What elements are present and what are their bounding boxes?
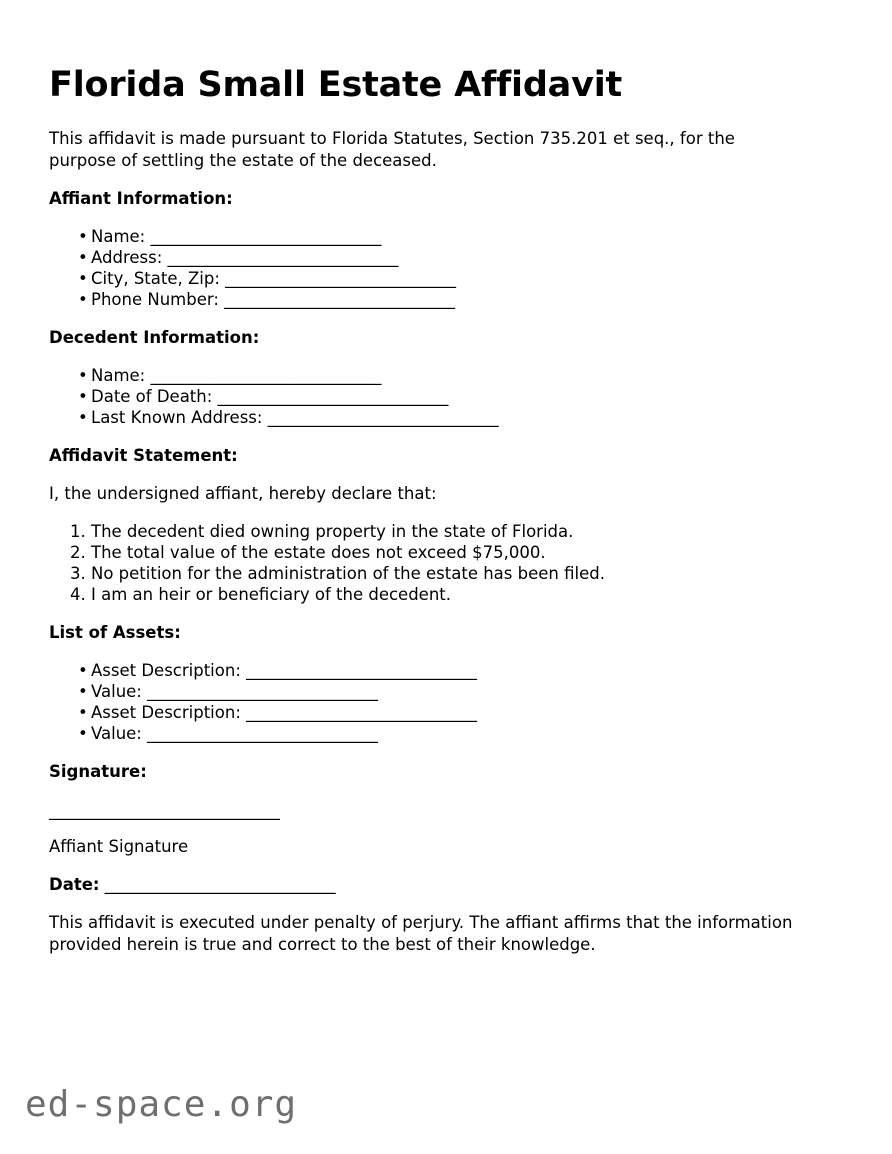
- list-item: [49, 723, 477, 744]
- decedent-information-heading: Decedent Information:: [49, 328, 260, 347]
- list-item: The total value of the estate does not exceed $75,000.: [91, 543, 546, 562]
- decedent-information-list: [49, 365, 498, 428]
- list-item: [49, 365, 498, 386]
- field-label: Address:: [91, 248, 163, 267]
- date-label: Date:: [49, 875, 100, 894]
- list-item: No petition for the administration of the estate has been filed.: [91, 564, 605, 583]
- field-blank[interactable]: _____________________________: [150, 227, 382, 246]
- affidavit-statement-lead: I, the undersigned affiant, hereby declare that:: [49, 484, 437, 503]
- affiant-information-heading: Affiant Information:: [49, 189, 233, 208]
- page-title: Florida Small Estate Affidavit: [49, 65, 623, 105]
- list-item: [49, 660, 477, 681]
- field-label: Value:: [91, 724, 142, 743]
- signature-heading: Signature:: [49, 762, 147, 781]
- list-item: [49, 268, 456, 289]
- field-blank[interactable]: _____________________________: [217, 387, 449, 406]
- field-label: Phone Number:: [91, 290, 219, 309]
- signature-line[interactable]: _____________________________: [49, 801, 280, 820]
- field-blank[interactable]: _____________________________: [150, 366, 382, 385]
- list-item: I am an heir or beneficiary of the decedent.: [91, 585, 452, 604]
- field-blank[interactable]: _____________________________: [147, 682, 378, 701]
- field-label: Asset Description:: [91, 703, 241, 722]
- field-blank[interactable]: _____________________________: [225, 269, 456, 288]
- list-item: [49, 386, 498, 407]
- date-field: [49, 874, 335, 896]
- list-item: The decedent died owning property in the state of Florida.: [91, 522, 574, 541]
- site-watermark: ed-space.org: [25, 1084, 298, 1125]
- field-blank[interactable]: _____________________________: [246, 703, 477, 722]
- field-blank[interactable]: _____________________________: [167, 248, 399, 267]
- list-item: [49, 226, 456, 247]
- field-blank[interactable]: _____________________________: [147, 724, 378, 743]
- field-blank[interactable]: _____________________________: [246, 661, 477, 680]
- field-blank[interactable]: _____________________________: [224, 290, 455, 309]
- field-label: Value:: [91, 682, 142, 701]
- list-item: [49, 702, 477, 723]
- affiant-information-list: [49, 226, 456, 310]
- list-item: [49, 247, 456, 268]
- field-label: Name:: [91, 227, 146, 246]
- list-of-assets-list: [49, 660, 477, 744]
- list-item: [49, 289, 456, 310]
- field-blank[interactable]: _____________________________: [267, 408, 499, 427]
- field-label: Last Known Address:: [91, 408, 263, 427]
- signature-caption: Affiant Signature: [49, 837, 189, 856]
- closing-paragraph: This affidavit is executed under penalty of perjury. The affiant affirms that the information provided herein is true and correct to the best of their knowledge.: [49, 913, 793, 954]
- affidavit-statement-heading: Affidavit Statement:: [49, 446, 238, 465]
- list-item: [49, 407, 498, 428]
- intro-paragraph: This affidavit is made pursuant to Florida Statutes, Section 735.201 et seq., for the purpose of settling the estate of the deceased.: [49, 129, 735, 170]
- field-label: City, State, Zip:: [91, 269, 220, 288]
- field-label: Name:: [91, 366, 146, 385]
- field-label: Date of Death:: [91, 387, 213, 406]
- affidavit-statement-list: [49, 521, 605, 605]
- field-label: Asset Description:: [91, 661, 241, 680]
- date-blank[interactable]: _____________________________: [104, 875, 336, 894]
- list-item: [49, 681, 477, 702]
- list-of-assets-heading: List of Assets:: [49, 623, 181, 642]
